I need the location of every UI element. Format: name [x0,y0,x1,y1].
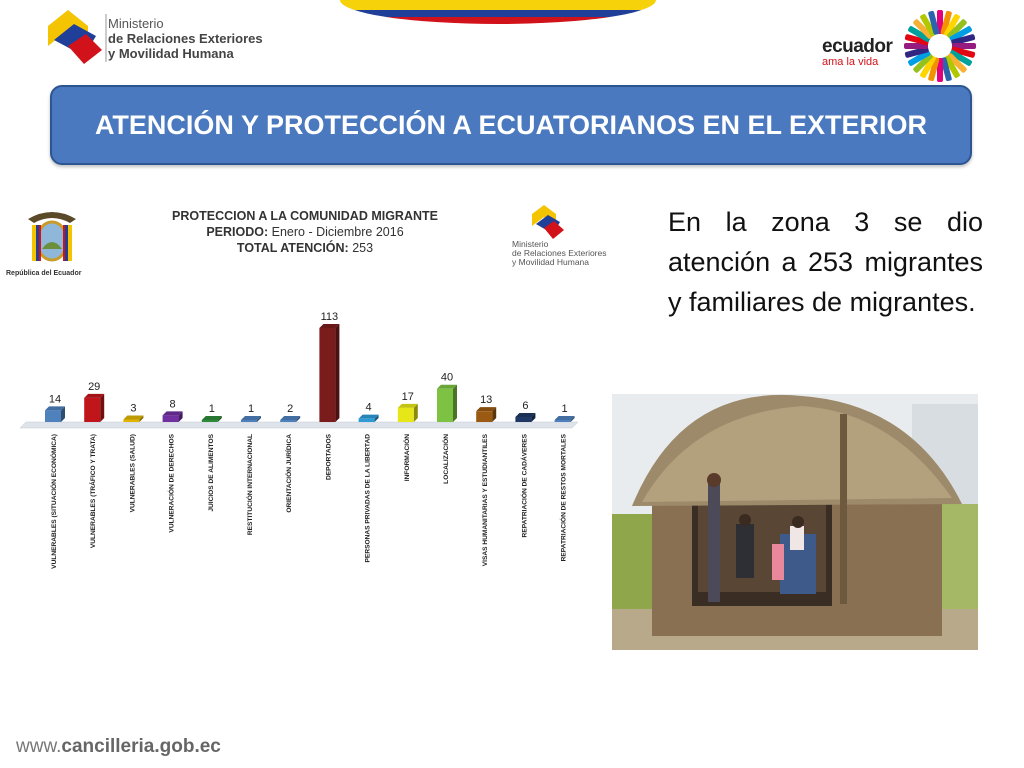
bar-value-label: 6 [522,400,529,413]
ministry-line-1: Ministerio [108,16,164,31]
bar-value-label: 17 [401,390,414,403]
ministry-logo-text [108,16,263,61]
bar-front [319,328,335,422]
brand-tagline: ama la vida [822,56,879,68]
bar [359,415,379,422]
banner-title: ATENCIÓN Y PROTECCIÓN A ECUATORIANOS EN EL EXTERIOR [94,109,928,140]
chart-period-label: PERIODO: [206,225,269,239]
bar-chart [0,300,600,595]
footer-url[interactable] [16,736,221,758]
bar-front [45,410,61,422]
bar-value-label: 14 [48,393,62,406]
bar [437,385,457,422]
bar [319,324,339,422]
category-label: LOCALIZACIÓN [443,434,450,484]
category-label: VULNERABLES (SALUD) [129,434,137,513]
footer-url-prefix: www. [16,736,62,757]
mini-logo-line-3: y Movilidad Humana [512,257,590,267]
bar [398,404,418,422]
shield-caption: República del Ecuador [6,270,82,277]
bar-front [241,420,257,422]
thatched-hut-photo [612,394,978,650]
chart-total-label: TOTAL ATENCIÓN: [236,241,349,255]
category-label: RESTITUCIÓN INTERNACIONAL [247,434,254,536]
bar [45,406,65,422]
chart-title-block [130,208,480,256]
bar-front [515,417,531,422]
category-label: VULNERABLES (SITUACIÓN ECONÓMICA) [51,434,58,569]
ministry-line-2: de Relaciones Exteriores [108,31,263,46]
mini-logo-line-2: de Relaciones Exteriores [512,248,607,258]
category-label: PERSONAS PRIVADAS DE LA LIBERTAD [364,434,372,563]
bar-value-label: 1 [561,403,568,415]
footer-url-domain: cancilleria.gob.ec [61,736,221,757]
bar-value-label: 29 [88,380,101,393]
ministry-line-3: y Movilidad Humana [108,46,234,61]
bar [202,416,222,422]
category-label: VISAS HUMANITARIAS Y ESTUDIANTILES [482,434,490,567]
bar-side [100,394,104,422]
bar-value-label: 40 [440,371,454,384]
bar-front [202,420,218,422]
ecuador-brand-logo [822,36,892,68]
bar [84,394,104,422]
bar-front [163,415,179,422]
bar-front [398,408,414,422]
bar [241,416,261,422]
coat-of-arms-icon [20,205,84,269]
bar-value-label: 3 [130,402,137,415]
category-label: VULNERABLES (TRÁFICO Y TRATA) [90,434,98,549]
chart-total-value: 253 [352,241,374,255]
bar [555,416,575,422]
bar [163,411,183,422]
bar-value-label: 1 [247,403,255,415]
bar-value-label: 4 [365,401,372,414]
ecuador-flower-icon [902,8,978,84]
bar-side [335,324,339,422]
bar-value-label: 13 [480,394,493,407]
bar-front [476,411,492,422]
chart-title: PROTECCION A LA COMUNIDAD MIGRANTE [172,209,438,223]
bar-front [437,389,453,422]
bar [280,416,300,422]
mini-logo-line-1: Ministerio [512,239,549,249]
bar-front [555,420,571,422]
chart-period-value: Enero - Diciembre 2016 [271,225,404,239]
bar [123,416,143,422]
category-label: REPATRIACIÓN DE CADÁVERES [521,434,529,538]
category-label: JUICIOS DE ALIMENTOS [207,434,215,512]
bar-value-label: 8 [169,398,176,411]
bar-value-label: 2 [287,403,294,415]
bar-value-label: 1 [208,403,215,415]
category-label: REPATRIACIÓN DE RESTOS MORTALES [560,434,568,562]
bar-front [123,420,139,422]
flag-strip [340,0,656,24]
category-label: DEPORTADOS [325,434,333,481]
bar [515,413,535,422]
bar-front [359,419,375,422]
chart-floor [20,422,578,428]
bar-value-label: 113 [320,311,339,323]
category-label: INFORMACIÓN [403,434,411,482]
brand-word: ecuador [822,36,893,57]
mini-logo-text [512,240,607,267]
category-label: ORIENTACIÓN JURÍDICA [286,434,294,513]
bar-side [453,385,457,422]
bar [476,407,496,422]
bar-front [84,398,100,422]
bar-front [280,420,296,422]
category-label: VULNERACIÓN DE DERECHOS [168,434,176,533]
title-banner [50,85,972,165]
summary-paragraph: En la zona 3 se dio atención a 253 migrantes y familiares de migrantes. [668,207,983,317]
